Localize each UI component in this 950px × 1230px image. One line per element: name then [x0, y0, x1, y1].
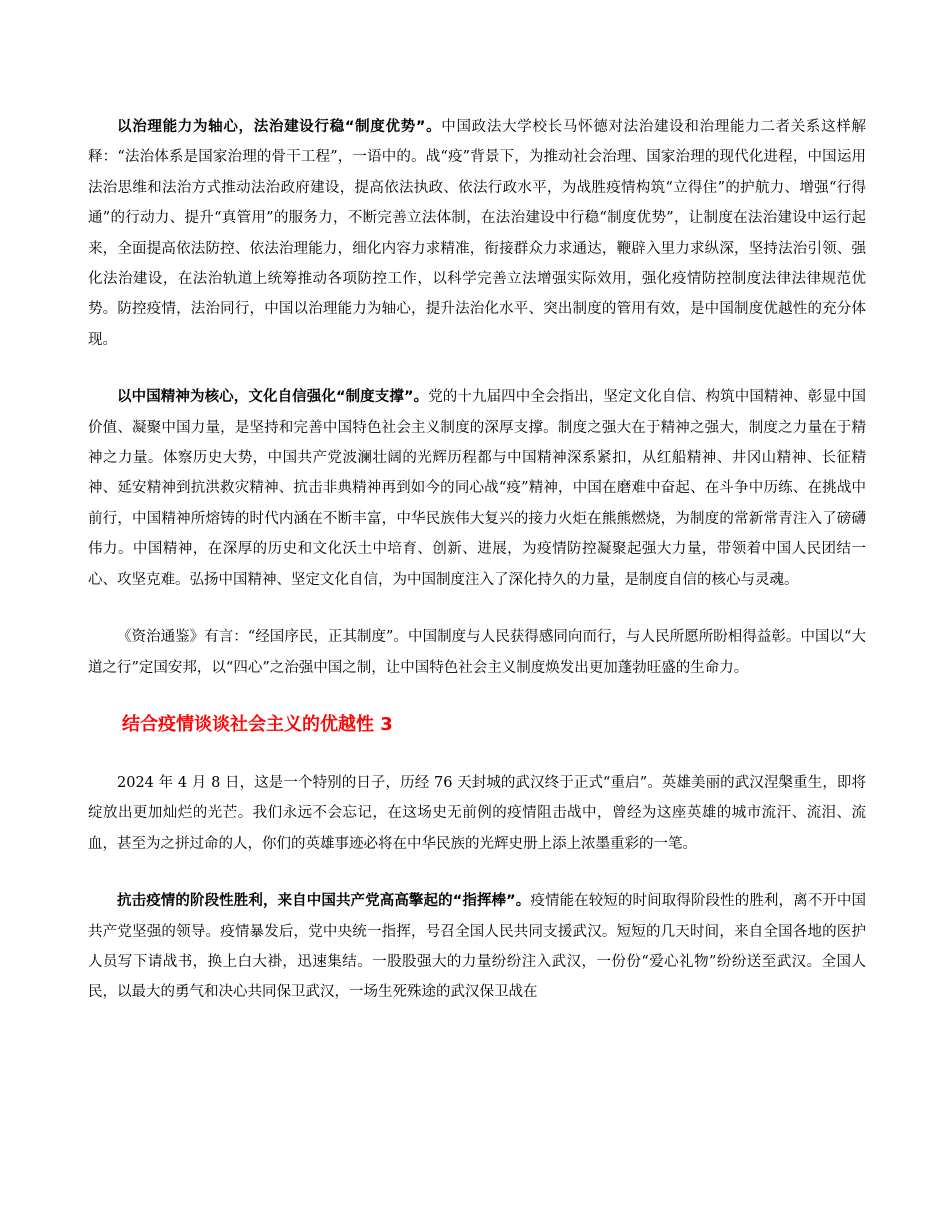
paragraph-body: 中国政法大学校长马怀德对法治建设和治理能力二者关系这样解释：“法治体系是国家治理的骨干工程”，一语中的。战“疫”背景下，为推动社会治理、国家治理的现代化进程，中国运用法治思维和法治方式推动法治政府建设，提高依法执政、依法行政水平，为战胜疫情构筑“立得住”的护航力、增强“行得通”的行动力、提升“真管用”的服务力，不断完善立法体制，在法治建设中行稳“制度优势”，让制度在法治建设中运行起来，全面提高依法防控、依法治理能力，细化内容力求精准，衔接群众力求通达，鞭辟入里力求纵深，坚持法治引领、强化法治建设，在法治轨道上统筹推动各项防控工作，以科学完善立法增强实际效用，强化疫情防控制度法律法律规范优势。防控疫情，法治同行，中国以治理能力为轴心，提升法治化水平、突出制度的管用有效，是中国制度优越性的充分体现。: [88, 119, 866, 348]
paragraph-body: 2024 年 4 月 8 日，这是一个特别的日子，历经 76 天封城的武汉终于正式“重启”。英雄美丽的武汉涅槃重生，即将绽放出更加灿烂的光芒。我们永远不会忘记，在这场史无前例的疫情阻击战中，曾经为这座英雄的城市流汗、流泪、流血，甚至为之拼过命的人，你们的英雄事迹必将在中华民族的光辉史册上添上浓墨重彩的一笔。: [88, 774, 866, 852]
section-heading: 结合疫情谈谈社会主义的优越性 3: [122, 713, 393, 735]
paragraph-zizhi-tongjian: [88, 622, 866, 683]
document-page: [88, 112, 866, 1008]
paragraph-body: 疫情能在较短的时间取得阶段性的胜利，离不开中国共产党坚强的领导。疫情暴发后，党中央统一指挥，号召全国人民共同支援武汉。短短的几天时间，来自全国各地的医护人员写下请战书，换上白大褂，迅速集结。一股股强大的力量纷纷注入武汉，一份份“爱心礼物”纷纷送至武汉。全国人民，以最大的勇气和决心共同保卫武汉，一场生死殊途的武汉保卫战在: [88, 893, 867, 1001]
paragraph-lead: 以治理能力为轴心，法治建设行稳“制度优势”。: [117, 119, 442, 135]
paragraph-body: 党的十九届四中全会指出，坚定文化自信、构筑中国精神、彰显中国价值、凝聚中国力量，是坚持和完善中国特色社会主义制度的深厚支撑。制度之强大在于精神之强大，制度之力量在于精神之力量。体察历史大势，中国共产党波澜壮阔的光辉历程都与中国精神深系紧扣，从红船精神、井冈山精神、长征精神、延安精神到抗洪救灾精神、抗击非典精神再到如今的同心战“疫”精神，中国在磨难中奋起、在斗争中历练、在挑战中前行，中国精神所熔铸的时代内涵在不断丰富，中华民族伟大复兴的接力火炬在熊熊燃烧，为制度的常新常青注入了磅礴伟力。中国精神，在深厚的历史和文化沃土中培育、创新、进展，为疫情防控凝聚起强大力量，带领着中国人民团结一心、攻坚克难。弘扬中国精神、坚定文化自信，为中国制度注入了深化持久的力量，是制度自信的核心与灵魂。: [88, 389, 866, 588]
paragraph-lead: 抗击疫情的阶段性胜利，来自中国共产党高高擎起的“指挥棒”。: [117, 893, 531, 910]
paragraph-rule-of-law: [88, 112, 866, 355]
paragraph-chinese-spirit: [88, 382, 866, 595]
paragraph-lead: 以中国精神为核心，文化自信强化“制度支撑”。: [117, 389, 429, 406]
paragraph-body: 《资治通鉴》有言：“经国序民，正其制度”。中国制度与人民获得感同向而行，与人民所愿所盼相得益彰。中国以“大道之行”定国安邦，以“四心”之治强中国之制，让中国特色社会主义制度焕发出更加蓬勃旺盛的生命力。: [88, 629, 866, 676]
paragraph-wuhan-restart: [88, 768, 866, 859]
paragraph-party-leadership: [88, 886, 866, 1008]
